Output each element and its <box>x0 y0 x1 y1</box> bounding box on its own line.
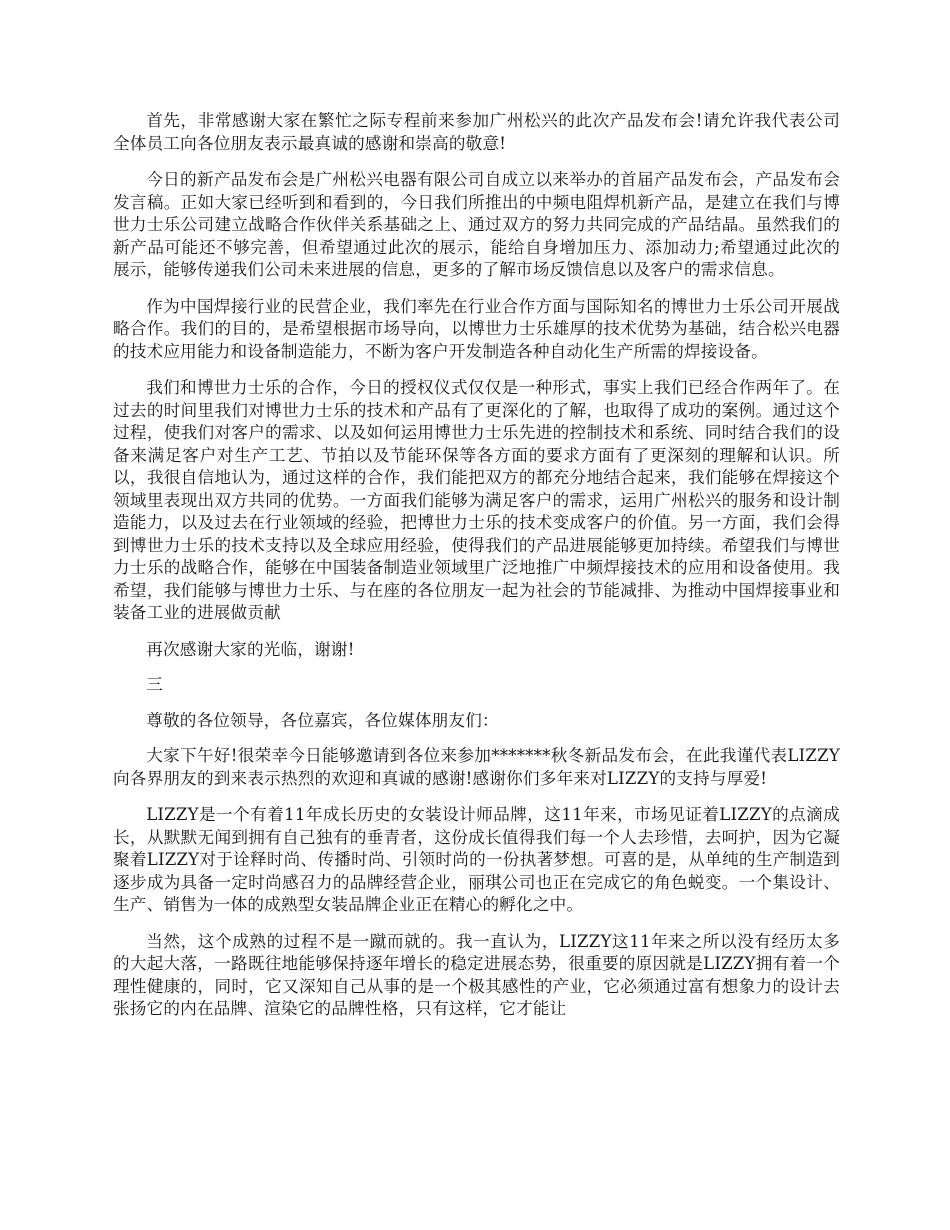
paragraph-7: LIZZY是一个有着11年成长历史的女装设计师品牌，这11年来，市场见证着LIZZY的点滴成长，从默默无闻到拥有自己独有的垂青者，这份成长值得我们每一个人去珍惜，去呵护，因为它凝聚着LIZZY对于诠释时尚、传播时尚、引领时尚的一份执著梦想。可喜的是，从单纯的生产制造到逐步成为具备一定时尚感召力的品牌经营企业，丽琪公司也正在完成它的角色蜕变。一个集设计、生产、销售为一体的成熟型女装品牌企业正在精心的孵化之中。 <box>113 805 840 914</box>
document-body <box>113 110 840 1035</box>
paragraph-4: 我们和博世力士乐的合作，今日的授权仪式仅仅是一种形式，事实上我们已经合作两年了。在过去的时间里我们对博世力士乐的技术和产品有了更深化的了解，也取得了成功的案例。通过这个过程，使我们对客户的需求、以及如何运用博世力士乐先进的控制技术和系统、同时结合我们的设备来满足客户对生产工艺、节拍以及节能环保等各方面的要求方面有了更深刻的理解和认识。所以，我很自信地认为，通过这样的合作，我们能把双方的都充分地结合起来，我们能够在焊接这个领域里表现出双方共同的优势。一方面我们能够为满足客户的需求，运用广州松兴的服务和设计制造能力，以及过去在行业领域的经验，把博世力士乐的技术变成客户的价值。另一方面，我们会得到博世力士乐的技术支持以及全球应用经验，使得我们的产品进展能够更加持续。希望我们与博世力士乐的战略合作，能够在中国装备制造业领域里广泛地推广中频焊接技术的应用和设备使用。我希望，我们能够与博世力士乐、与在座的各位朋友一起为社会的节能减排、为推动中国焊接事业和装备工业的进展做贡献 <box>113 378 840 622</box>
paragraph-1: 首先，非常感谢大家在繁忙之际专程前来参加广州松兴的此次产品发布会!请允许我代表公司全体员工向各位朋友表示最真诚的感谢和崇高的敬意! <box>113 111 840 153</box>
paragraph-3: 作为中国焊接行业的民营企业，我们率先在行业合作方面与国际知名的博世力士乐公司开展战略合作。我们的目的，是希望根据市场导向，以博世力士乐雄厚的技术优势为基础，结合松兴电器的技术应用能力和设备制造能力，不断为客户开发制造各种自动化生产所需的焊接设备。 <box>113 296 840 361</box>
greeting: 尊敬的各位领导，各位嘉宾，各位媒体朋友们： <box>146 710 499 730</box>
paragraph-8: 当然，这个成熟的过程不是一蹴而就的。我一直认为，LIZZY这11年来之所以没有经历太多的大起大落，一路既往地能够保持逐年增长的稳定进展态势，很重要的原因就是LIZZY拥有着一个理性健康的，同时，它又深知自己从事的是一个极其感性的产业，它必须通过富有想象力的设计去张扬它的内在品牌、渲染它的品牌性格，只有这样，它才能让 <box>113 931 840 1018</box>
paragraph-6: 大家下午好!很荣幸今日能够邀请到各位来参加*******秋冬新品发布会，在此我谨代表LIZZY向各界朋友的到来表示热烈的欢迎和真诚的感谢!感谢你们多年来对LIZZY的支持与厚爱! <box>113 746 840 788</box>
paragraph-2: 今日的新产品发布会是广州松兴电器有限公司自成立以来举办的首届产品发布会，产品发布会发言稿。正如大家已经听到和看到的，今日我们所推出的中频电阻焊机新产品，是建立在我们与博世力士乐公司建立战略合作伙伴关系基础之上、通过双方的努力共同完成的产品结晶。虽然我们的新产品可能还不够完善，但希望通过此次的展示，能给自身增加压力、添加动力;希望通过此次的展示，能够传递我们公司未来进展的信息，更多的了解市场反馈信息以及客户的需求信息。 <box>113 170 840 279</box>
paragraph-5: 再次感谢大家的光临，谢谢! <box>146 639 355 659</box>
section-number: 三 <box>146 675 163 694</box>
